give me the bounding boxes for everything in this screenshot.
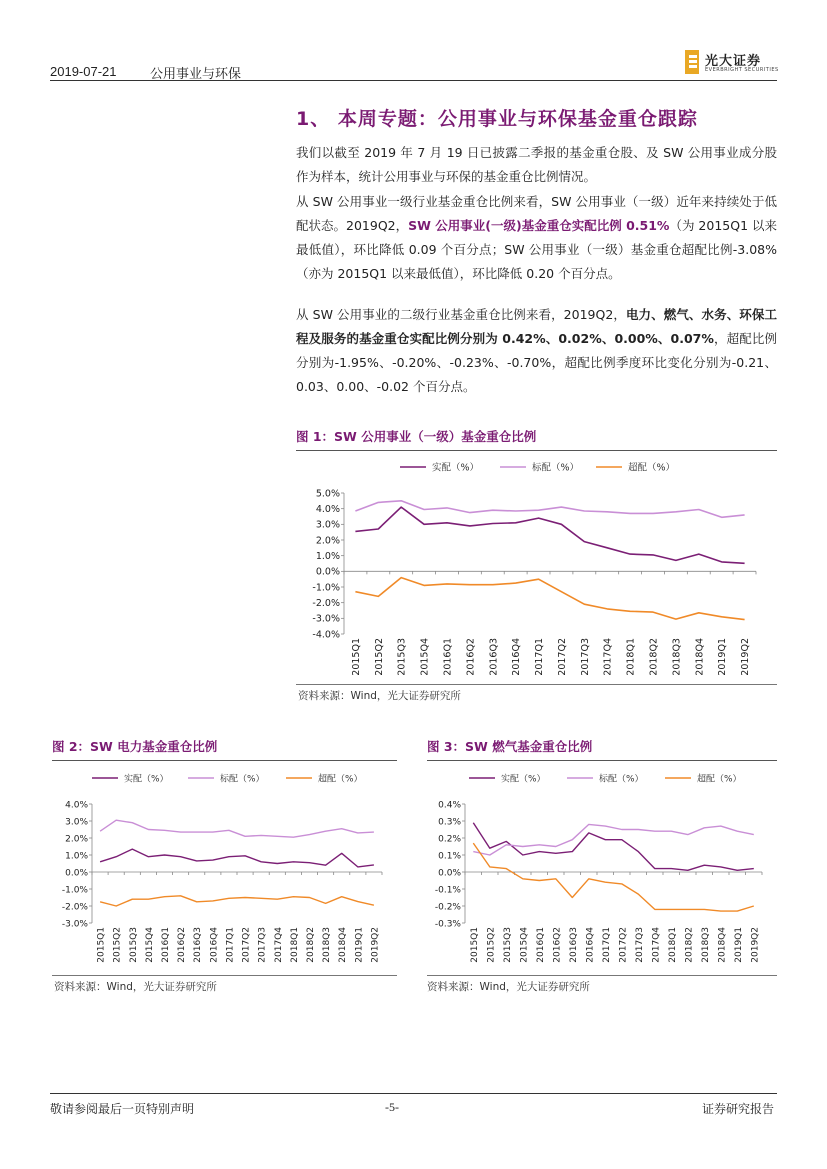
y-tick-label: 0.1% xyxy=(438,851,461,862)
y-tick-label: 2.0% xyxy=(65,834,88,845)
x-tick-label: 2015Q4 xyxy=(144,927,155,963)
y-tick-label: -2.0% xyxy=(312,597,340,609)
x-tick-label: 2016Q2 xyxy=(465,638,477,676)
company-logo xyxy=(685,50,780,78)
x-tick-label: 2018Q3 xyxy=(322,927,333,963)
x-tick-label: 2017Q1 xyxy=(601,927,612,963)
header-divider xyxy=(50,80,777,81)
x-tick-label: 2015Q4 xyxy=(419,638,431,676)
x-tick-label: 2017Q3 xyxy=(579,638,591,676)
x-tick-label: 2015Q3 xyxy=(128,927,139,963)
x-tick-label: 2015Q4 xyxy=(519,927,530,963)
x-tick-label: 2018Q3 xyxy=(700,927,711,963)
x-tick-label: 2018Q3 xyxy=(671,638,683,676)
x-tick-label: 2019Q2 xyxy=(750,927,761,963)
x-tick-label: 2016Q4 xyxy=(585,927,596,963)
x-tick-label: 2018Q1 xyxy=(289,927,300,963)
series-line-benchmark xyxy=(100,820,374,837)
series-line-over xyxy=(355,578,744,620)
paragraph-1: 我们以截至 2019 年 7 月 19 日已披露二季报的基金重仓股、及 SW 公用事业成分股作为样本，统计公用事业与环保的基金重仓比例情况。 xyxy=(296,145,777,184)
x-tick-label: 2016Q2 xyxy=(177,927,188,963)
x-tick-label: 2017Q2 xyxy=(618,927,629,963)
paragraph-2 xyxy=(296,190,777,286)
logo-name-en: EVERBRIGHT SECURITIES xyxy=(705,67,779,73)
x-tick-label: 2019Q1 xyxy=(717,638,729,676)
figure-1-chart xyxy=(296,453,777,683)
legend-label-over: 超配（%） xyxy=(318,774,363,785)
x-tick-label: 2015Q1 xyxy=(96,927,107,963)
figure-3-chart xyxy=(427,763,777,973)
x-tick-label: 2018Q2 xyxy=(648,638,660,676)
y-tick-label: -3.0% xyxy=(61,919,88,930)
x-tick-label: 2015Q1 xyxy=(469,927,480,963)
x-tick-label: 2019Q1 xyxy=(354,927,365,963)
paragraph-2-text-a: 从 SW 公用事业一级行业基金重仓比例来看，SW 公用事业（一级）近年来持续处于低配状态。2019Q2， xyxy=(296,194,777,233)
y-tick-label: 0.0% xyxy=(315,566,340,578)
legend-label-actual: 实配（%） xyxy=(501,774,546,785)
figure-3-title: 图 3：SW 燃气基金重仓比例 xyxy=(427,739,593,754)
y-tick-label: 0.0% xyxy=(65,868,88,879)
series-line-benchmark xyxy=(355,501,744,518)
x-tick-label: 2018Q1 xyxy=(625,638,637,676)
x-tick-label: 2018Q1 xyxy=(667,927,678,963)
y-tick-label: -1.0% xyxy=(61,885,88,896)
x-tick-label: 2017Q2 xyxy=(556,638,568,676)
x-tick-label: 2019Q1 xyxy=(733,927,744,963)
figure-1-source: 资料来源：Wind，光大证券研究所 xyxy=(298,690,461,702)
x-tick-label: 2017Q1 xyxy=(225,927,236,963)
y-tick-label: 3.0% xyxy=(315,519,340,531)
x-tick-label: 2016Q3 xyxy=(568,927,579,963)
y-tick-label: 4.0% xyxy=(315,503,340,515)
x-tick-label: 2015Q2 xyxy=(373,638,385,676)
figure-3-source: 资料来源：Wind，光大证券研究所 xyxy=(427,981,590,993)
x-tick-label: 2016Q1 xyxy=(535,927,546,963)
footer-divider xyxy=(50,1093,777,1094)
x-tick-label: 2017Q4 xyxy=(273,927,284,963)
x-tick-label: 2018Q4 xyxy=(717,927,728,963)
x-tick-label: 2016Q4 xyxy=(511,638,523,676)
section-title: 1、 本周专题：公用事业与环保基金重仓跟踪 xyxy=(296,108,698,130)
legend-label-actual: 实配（%） xyxy=(124,774,169,785)
x-tick-label: 2015Q1 xyxy=(350,638,362,676)
legend-label-over: 超配（%） xyxy=(697,774,742,785)
series-line-actual xyxy=(473,823,754,871)
figure-2-source: 资料来源：Wind，光大证券研究所 xyxy=(54,981,217,993)
x-tick-label: 2017Q2 xyxy=(241,927,252,963)
x-tick-label: 2016Q3 xyxy=(488,638,500,676)
y-tick-label: 0.4% xyxy=(438,800,461,811)
figure-3-bottom-rule xyxy=(427,975,777,976)
figure-1-top-rule xyxy=(296,450,777,451)
x-tick-label: 2016Q2 xyxy=(552,927,563,963)
header-date: 2019-07-21 xyxy=(50,64,117,79)
paragraph-3-text-a: 从 SW 公用事业的二级行业基金重仓比例来看，2019Q2， xyxy=(296,307,626,322)
x-tick-label: 2016Q1 xyxy=(442,638,454,676)
y-tick-label: 1.0% xyxy=(315,550,340,562)
figure-2-title: 图 2：SW 电力基金重仓比例 xyxy=(52,739,218,754)
x-tick-label: 2018Q2 xyxy=(306,927,316,963)
series-line-over xyxy=(473,843,754,911)
x-tick-label: 2017Q4 xyxy=(651,927,662,963)
x-tick-label: 2016Q4 xyxy=(209,927,220,963)
y-tick-label: -3.0% xyxy=(312,613,340,625)
legend-label-benchmark: 标配（%） xyxy=(599,774,644,785)
y-tick-label: 1.0% xyxy=(65,851,88,862)
figure-2-chart xyxy=(52,763,397,973)
paragraph-3-text-b: ，超配比例分别为-1.95%、-0.20%、-0.23%、-0.70%，超配比例季度环比变化分别为-0.21、0.03、0.00、-0.02 个百分点。 xyxy=(296,331,777,394)
y-tick-label: 0.3% xyxy=(438,817,461,828)
footer-report-type: 证券研究报告 xyxy=(702,1102,775,1116)
y-tick-label: -4.0% xyxy=(312,629,340,641)
page-number: -5- xyxy=(385,1100,399,1114)
x-tick-label: 2016Q1 xyxy=(161,927,171,963)
y-tick-label: -0.3% xyxy=(434,919,461,930)
y-tick-label: 0.0% xyxy=(438,868,461,879)
figure-2-top-rule xyxy=(52,760,397,761)
figure-2-bottom-rule xyxy=(52,975,397,976)
x-tick-label: 2016Q3 xyxy=(193,927,204,963)
series-line-actual xyxy=(100,849,374,867)
x-tick-label: 2019Q2 xyxy=(370,927,381,963)
footer-disclaimer: 敬请参阅最后一页特别声明 xyxy=(50,1102,195,1116)
legend-label-over: 超配（%） xyxy=(628,462,676,474)
paragraph-2-highlight: SW 公用事业(一级)基金重仓实配比例 0.51% xyxy=(408,218,670,233)
series-line-over xyxy=(100,896,374,906)
y-tick-label: 3.0% xyxy=(65,817,88,828)
paragraph-3-bold: 电力、燃气、水务、环保工程及服务的基金重仓实配比例分别为 0.42%、0.02%、0.00%、0.07% xyxy=(296,307,777,346)
y-tick-label: 2.0% xyxy=(315,535,340,547)
x-tick-label: 2017Q3 xyxy=(634,927,645,963)
x-tick-label: 2015Q2 xyxy=(112,927,123,963)
x-tick-label: 2017Q3 xyxy=(257,927,268,963)
paragraph-3 xyxy=(296,303,777,399)
x-tick-label: 2015Q2 xyxy=(486,927,497,963)
x-tick-label: 2017Q4 xyxy=(602,638,614,676)
logo-mark-icon xyxy=(685,50,699,74)
x-tick-label: 2018Q4 xyxy=(338,927,349,963)
figure-1-title: 图 1：SW 公用事业（一级）基金重仓比例 xyxy=(296,429,537,444)
legend-label-benchmark: 标配（%） xyxy=(220,774,265,785)
series-line-actual xyxy=(355,507,744,563)
x-tick-label: 2015Q3 xyxy=(502,927,513,963)
header-sector: 公用事业与环保 xyxy=(150,67,242,82)
y-tick-label: 0.2% xyxy=(438,834,461,845)
figure-3-top-rule xyxy=(427,760,777,761)
logo-name-cn: 光大证券 xyxy=(705,54,762,69)
x-tick-label: 2018Q4 xyxy=(694,638,706,676)
legend-label-benchmark: 标配（%） xyxy=(532,462,580,474)
y-tick-label: -0.2% xyxy=(434,902,461,913)
y-tick-label: 5.0% xyxy=(315,488,340,500)
x-tick-label: 2019Q2 xyxy=(740,638,752,676)
y-tick-label: -0.1% xyxy=(434,885,461,896)
x-tick-label: 2017Q1 xyxy=(534,638,546,676)
legend-label-actual: 实配（%） xyxy=(432,462,480,474)
x-tick-label: 2015Q3 xyxy=(396,638,408,676)
figure-1-bottom-rule xyxy=(296,684,777,685)
paragraph-2-text-b: （为 2015Q1 以来最低值），环比降低 0.09 个百分点；SW 公用事业（一级）基金重仓超配比例-3.08%（亦为 2015Q1 以来最低值），环比降低 0.20 个百分点。 xyxy=(296,218,777,281)
y-tick-label: 4.0% xyxy=(65,800,88,811)
y-tick-label: -1.0% xyxy=(312,582,340,594)
x-tick-label: 2018Q2 xyxy=(684,927,695,963)
y-tick-label: -2.0% xyxy=(61,902,88,913)
